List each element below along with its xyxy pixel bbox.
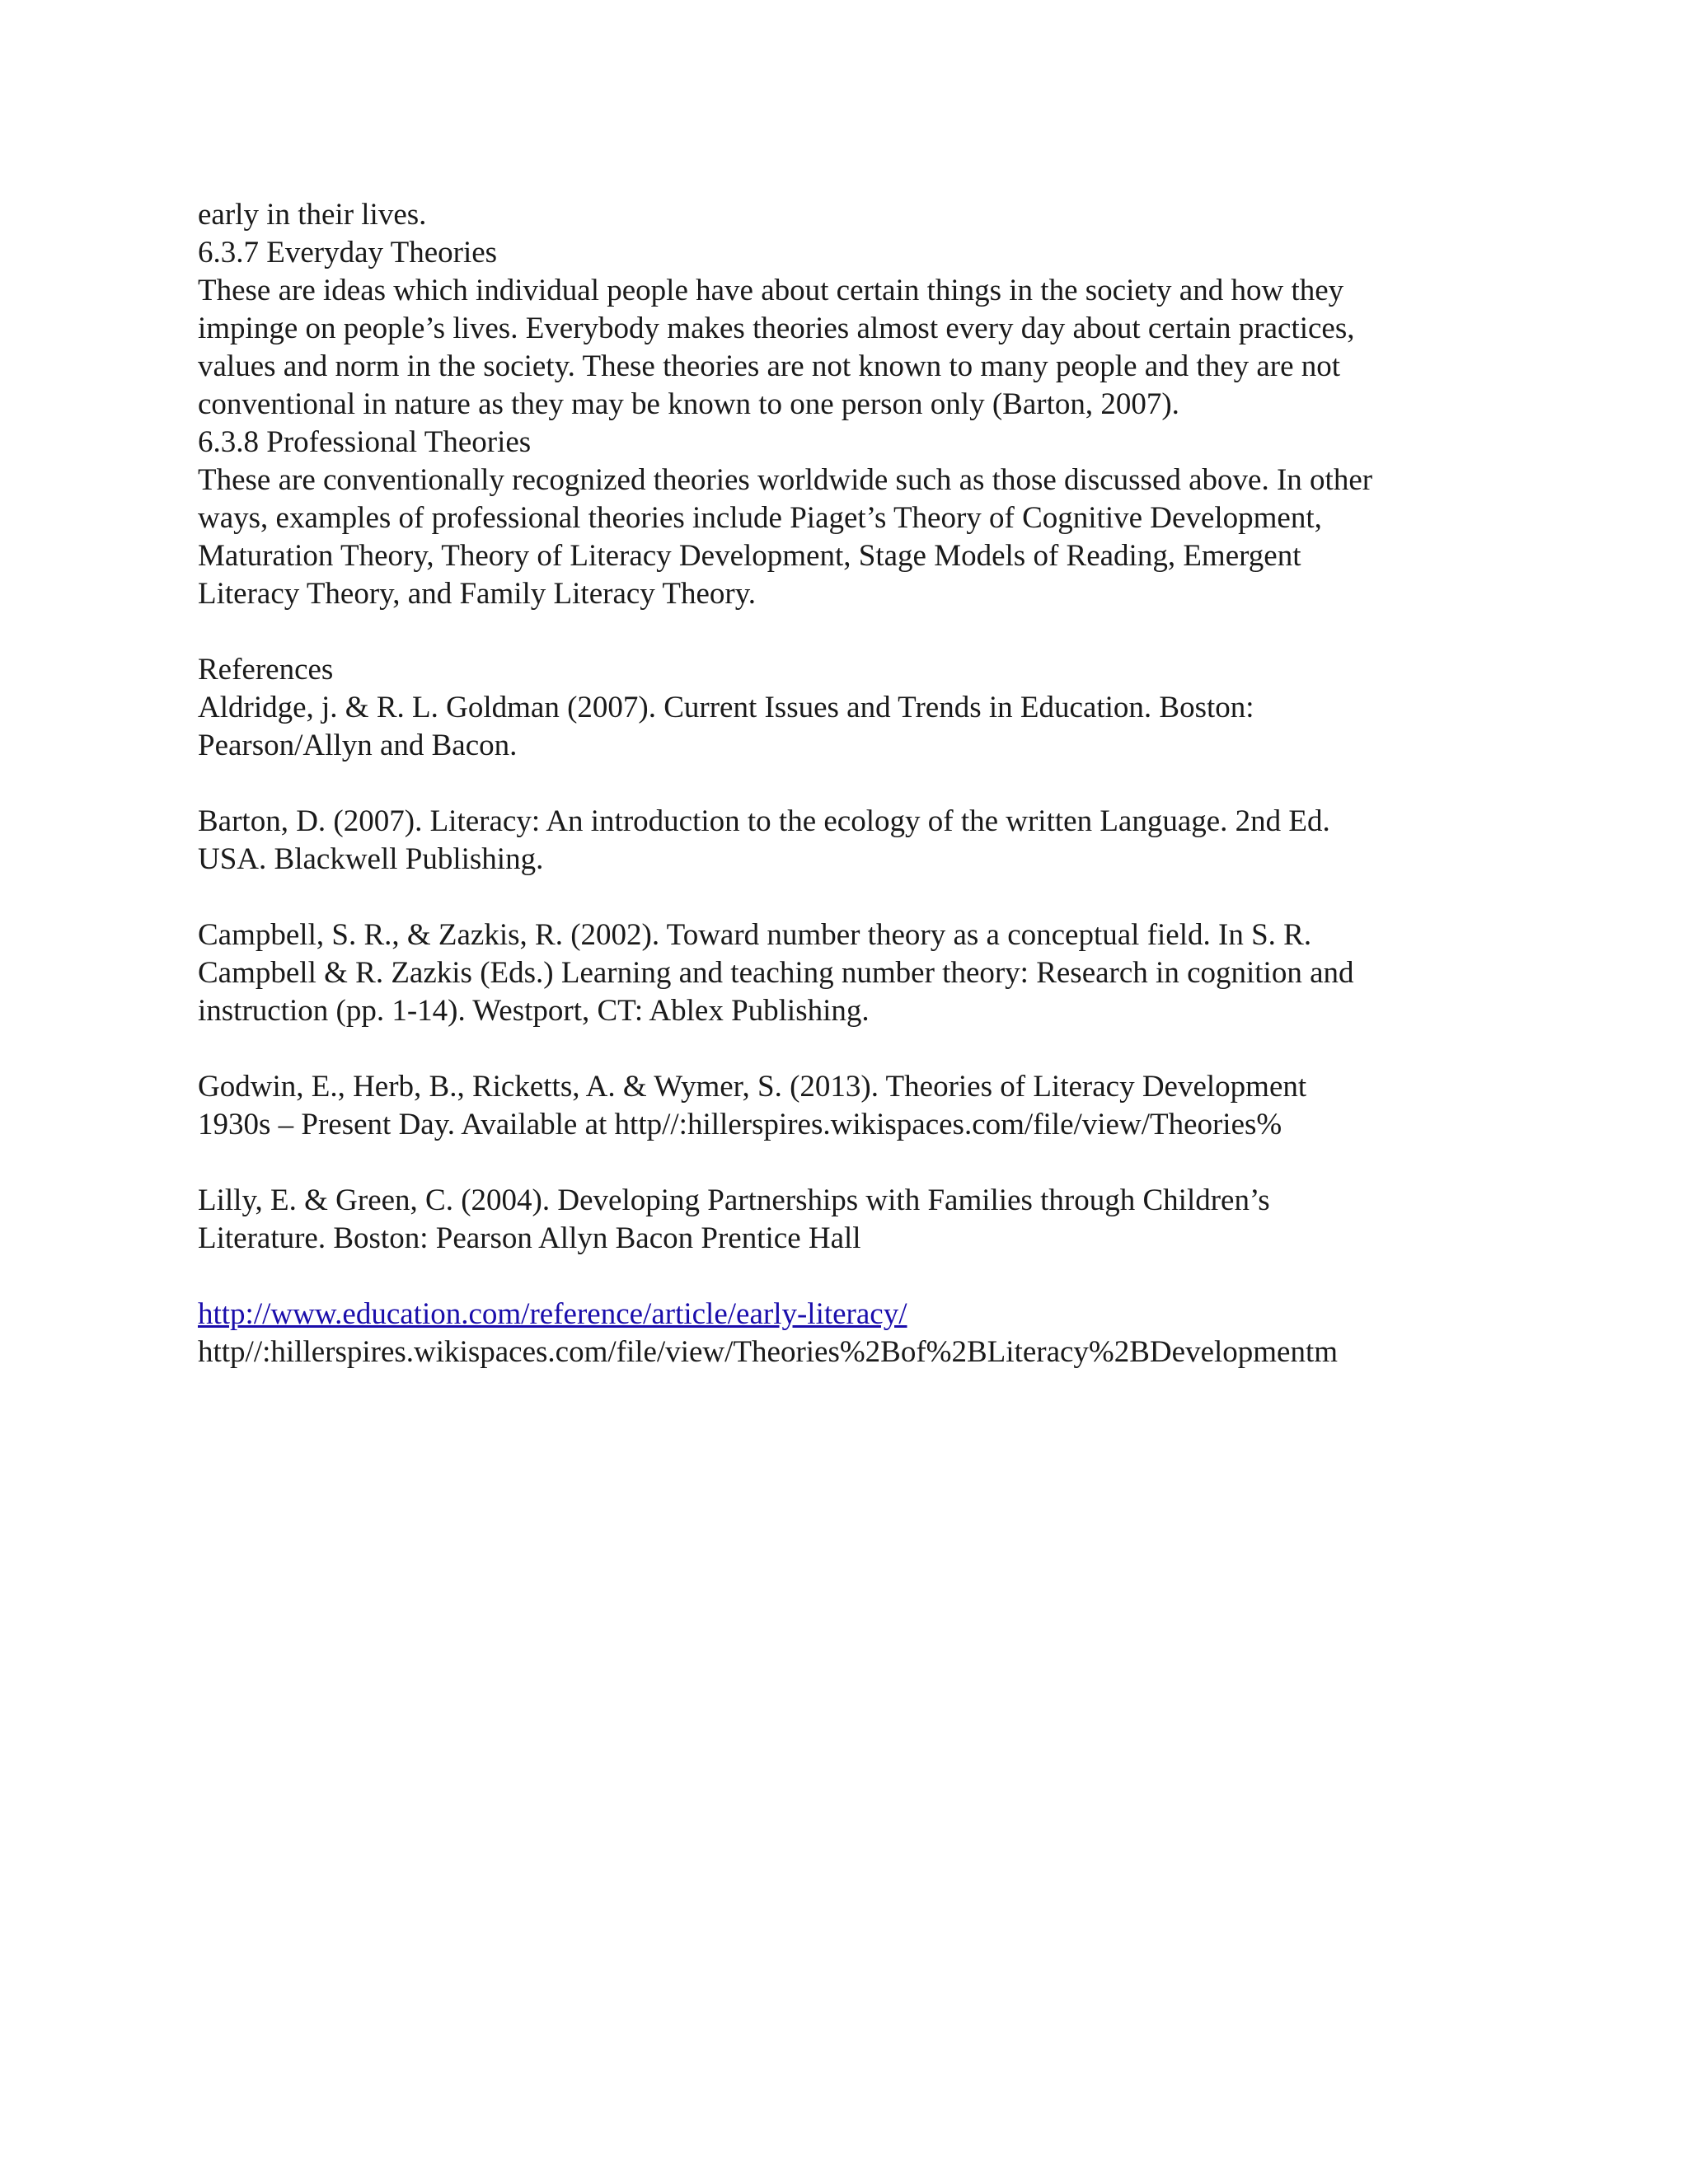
reference-entry-lilly [198,1182,1484,1258]
reference-line: Aldridge, j. & R. L. Goldman (2007). Current Issues and Trends in Education. Boston: [198,691,1254,724]
reference-line: Literature. Boston: Pearson Allyn Bacon Prentice Hall [198,1221,861,1255]
paragraph-professional-theories [198,462,1484,613]
paragraph-line: values and norm in the society. These theories are not known to many people and they are not [198,349,1341,383]
paragraph-line: Literacy Theory, and Family Literacy Theory. [198,577,757,611]
blank-line [198,1144,1484,1182]
blank-line [198,613,1484,651]
reference-line: Campbell, S. R., & Zazkis, R. (2002). Toward number theory as a conceptual field. In S. R. [198,918,1312,952]
paragraph-line: These are ideas which individual people have about certain things in the society and how they [198,274,1344,307]
reference-entry-barton [198,803,1484,879]
section-heading-everyday-theories: 6.3.7 Everyday Theories [198,236,498,269]
reference-line: 1930s – Present Day. Available at http//:hillerspires.wikispaces.com/file/view/Theories% [198,1108,1282,1141]
reference-line: Pearson/Allyn and Bacon. [198,729,518,762]
paragraph-line: ways, examples of professional theories include Piaget’s Theory of Cognitive Development, [198,501,1322,535]
education-reference-link[interactable]: http://www.education.com/reference/article/early-literacy/ [198,1297,907,1331]
paragraph-line: These are conventionally recognized theories worldwide such as those discussed above. In other [198,463,1373,497]
paragraph-line: conventional in nature as they may be known to one person only (Barton, 2007). [198,387,1179,421]
blank-line [198,1258,1484,1296]
reference-line: Campbell & R. Zazkis (Eds.) Learning and teaching number theory: Research in cognition and [198,956,1354,990]
references-heading: References [198,653,334,687]
reference-line: Barton, D. (2007). Literacy: An introduction to the ecology of the written Language. 2nd Ed. [198,804,1330,838]
paragraph-line: impinge on people’s lives. Everybody makes theories almost every day about certain practices, [198,312,1355,345]
blank-line [198,765,1484,803]
reference-entry-aldridge [198,689,1484,765]
reference-entry-campbell [198,916,1484,1030]
reference-line: Lilly, E. & Green, C. (2004). Developing Partnerships with Families through Children’s [198,1183,1270,1217]
section-heading-professional-theories: 6.3.8 Professional Theories [198,425,532,459]
reference-line: instruction (pp. 1-14). Westport, CT: Ablex Publishing. [198,994,870,1028]
page-content [198,196,1484,1371]
blank-line [198,879,1484,916]
reference-entry-godwin [198,1068,1484,1144]
paragraph-everyday-theories [198,272,1484,424]
reference-line: Godwin, E., Herb, B., Ricketts, A. & Wymer, S. (2013). Theories of Literacy Development [198,1070,1307,1104]
blank-line [198,1030,1484,1068]
paragraph-line: Maturation Theory, Theory of Literacy Development, Stage Models of Reading, Emergent [198,539,1301,573]
continuation-text: early in their lives. [198,198,427,232]
reference-line: USA. Blackwell Publishing. [198,842,544,876]
wikispaces-url-text: http//:hillerspires.wikispaces.com/file/view/Theories%2Bof%2BLiteracy%2BDevelopmentm [198,1335,1339,1369]
